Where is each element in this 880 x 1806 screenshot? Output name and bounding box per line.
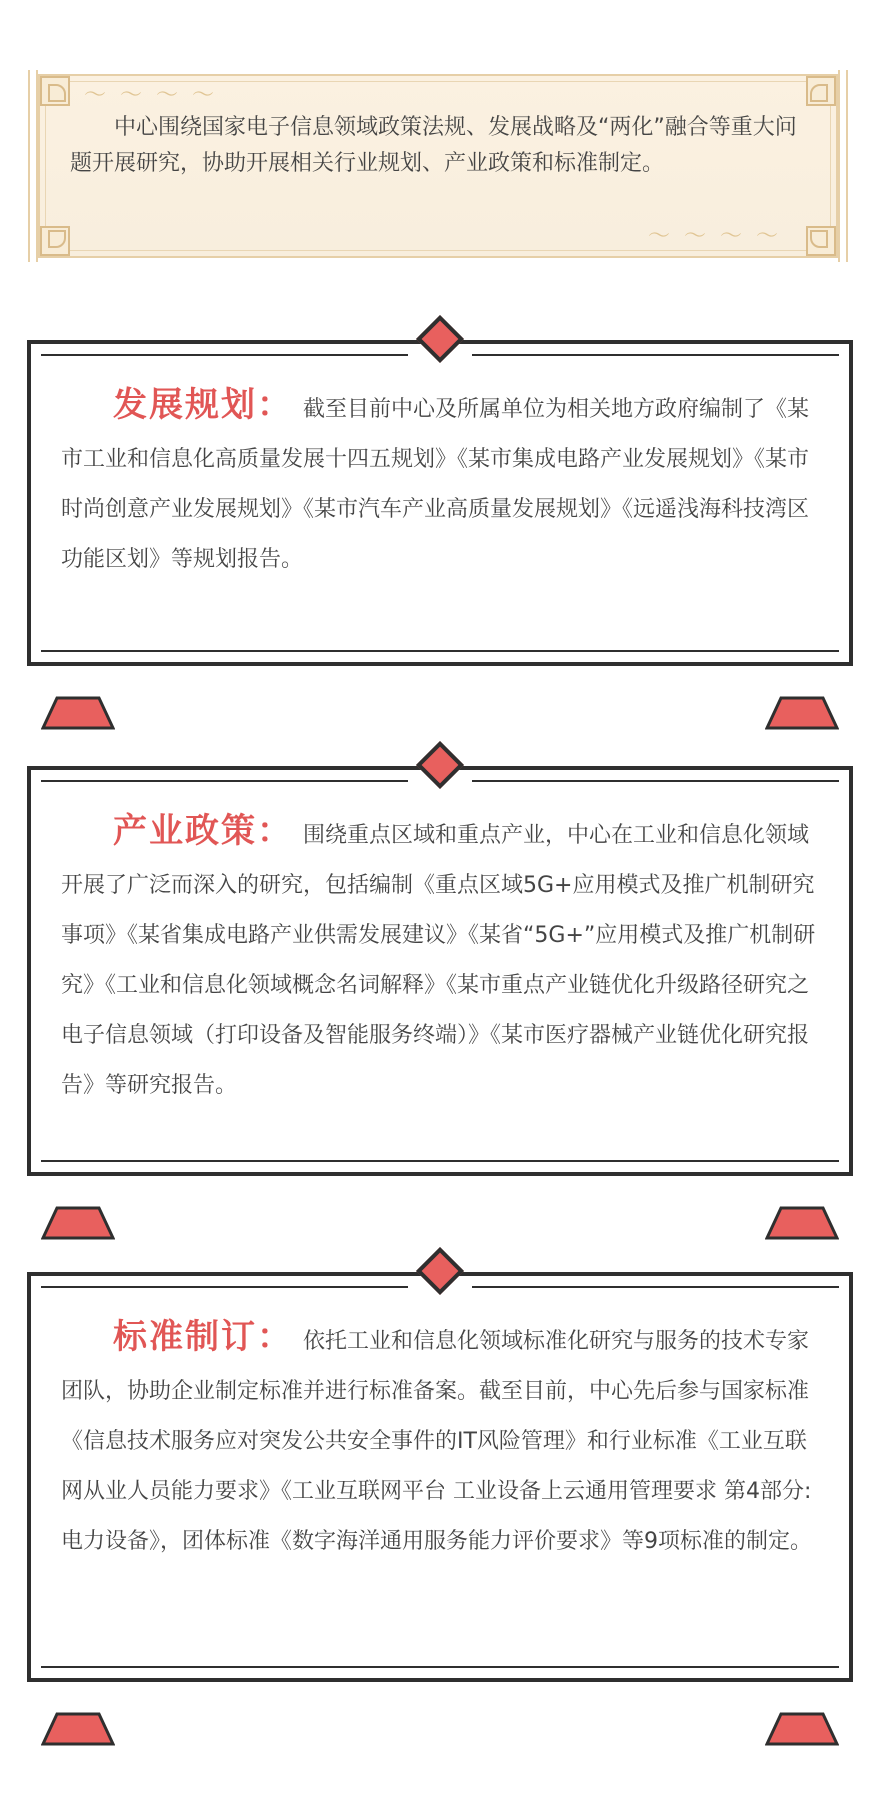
section-title: 标准制订： [113,1317,293,1357]
wave-ornament-icon: ～～～～ [84,83,229,108]
section-paragraph [61,806,827,1111]
wave-ornament-icon: ～～～～ [647,224,792,249]
corner-ornament-icon [806,226,836,256]
section-title: 发展规划： [113,385,293,425]
intro-scroll-box [38,74,838,258]
section-card-standards [27,1272,853,1682]
corner-ornament-icon [40,226,70,256]
scroll-left-edge [28,70,38,262]
section-card-planning [27,340,853,666]
section-body: 依托工业和信息化领域标准化研究与服务的技术专家团队，协助企业制定标准并进行标准备案。截至目前，中心先后参与国家标准《信息技术服务应对突发公共安全事件的IT风险管理》和行业标准《工业互联网从业人员能力要求》《工业互联网平台 工业设备上云通用管理要求 第4部分:电力设备》，团体标准《数字海洋通用服务能力评价要求》等9项标准的制定。 [61,1329,812,1554]
section-body: 截至目前中心及所属单位为相关地方政府编制了《某市工业和信息化高质量发展十四五规划》《某市集成电路产业发展规划》《某市时尚创意产业发展规划》《某市汽车产业高质量发展规划》《远遥浅海科技湾区功能区划》等规划报告。 [61,397,810,572]
intro-paragraph: 中心围绕国家电子信息领域政策法规、发展战略及“两化”融合等重大问题开展研究，协助开展相关行业规划、产业政策和标准制定。 [70,115,797,176]
corner-ornament-icon [40,76,70,106]
section-paragraph [61,1312,827,1567]
card-bottom-rule [41,650,839,652]
section-title: 产业政策： [113,811,293,851]
scroll-right-edge [838,70,848,262]
card-bottom-rule [41,1666,839,1668]
corner-ornament-icon [806,76,836,106]
section-paragraph [61,380,827,585]
card-bottom-rule [41,1160,839,1162]
section-card-policy [27,766,853,1176]
section-body: 围绕重点区域和重点产业，中心在工业和信息化领域开展了广泛而深入的研究，包括编制《重点区域5G+应用模式及推广机制研究事项》《某省集成电路产业供需发展建议》《某省“5G+”应用模式及推广机制研究》《工业和信息化领域概念名词解释》《某市重点产业链优化升级路径研究之电子信息领域（打印设备及智能服务终端）》《某市医疗器械产业链优化研究报告》等研究报告。 [61,823,816,1098]
